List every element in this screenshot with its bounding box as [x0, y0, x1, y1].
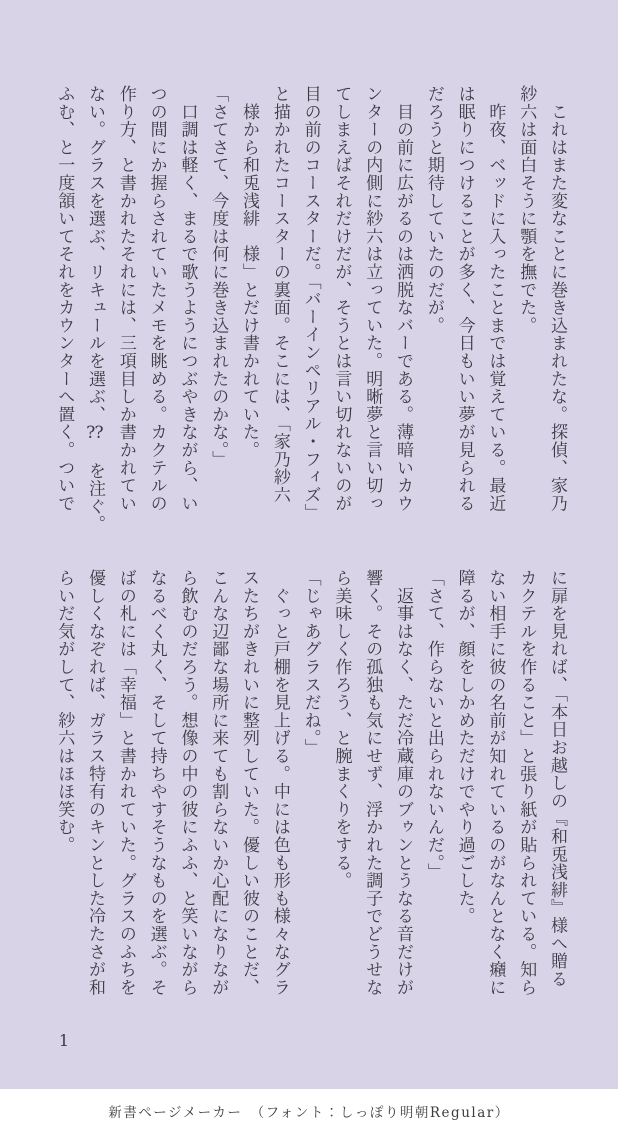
- text-column: これはまた変なことに巻き込まれたな。探偵、家乃: [547, 85, 567, 513]
- text-column: 返事はなく、ただ冷蔵庫のブゥンとうなる音だけが: [393, 569, 414, 997]
- text-column: 様から和兎浅緋 様」とだけ書かれていた。: [239, 85, 260, 459]
- text-column: 「さてさて、今度は何に巻き込まれたのかな。」: [208, 85, 229, 469]
- text-column: 口調は軽く、まるで歌うようにつぶやきながら、い: [177, 85, 198, 513]
- text-column: 目の前に広がるのは洒脱なバーである。薄暗いカウ: [393, 85, 414, 513]
- text-column: ンターの内側に紗六は立っていた。明晰夢と言い切っ: [362, 85, 383, 513]
- text-column: こんな辺鄙な場所に来ても割らないか心配になりなが: [208, 569, 229, 997]
- text-column: と描かれたコースターの裏面。そこには、「家乃紗六: [269, 85, 290, 504]
- text-column: ら美味しく作ろう、と腕まくりをする。: [331, 569, 352, 890]
- text-column: 優しくなぞれば、ガラス特有のキンとした冷たさが和: [85, 569, 106, 997]
- footer-caption: 新書ページメーカー （フォント：しっぽり明朝Regular）: [108, 1104, 510, 1121]
- text-column: 作り方、と書かれたそれには、三項目しか書かれてい: [115, 85, 136, 513]
- text-block-lower: [46, 569, 572, 1005]
- text-column: ら飲むのだろう。想像の中の彼にふふ、と笑いながら: [177, 569, 198, 997]
- text-column: 「さて、作らないと出られないんだ。」: [423, 569, 444, 881]
- page-number: 1: [58, 1031, 70, 1050]
- text-column: ばの札には「幸福」と書かれていた。グラスのふちを: [115, 569, 136, 997]
- text-column: ない。グラスを選ぶ、リキュールを選ぶ、⁇ を注ぐ。: [85, 85, 106, 533]
- text-column: 昨夜、ベッドに入ったことまでは覚えている。最近: [485, 85, 506, 513]
- text-column: なるべく丸く、そして持ちやすそうなものを選ぶ。そ: [146, 569, 167, 997]
- text-column: 響く。その孤独も気にせず、浮かれた調子でどうせな: [362, 569, 383, 997]
- text-column: に扉を見れば、「本日お越しの『和兎浅緋』様へ贈る: [547, 569, 567, 988]
- text-column: らいだ気がして、紗六はほほ笑む。: [54, 569, 75, 854]
- text-column: ふむ、と一度頷いてそれをカウンターへ置く。ついで: [54, 85, 75, 513]
- text-column: ない相手に彼の名前が知れているのがなんとなく癪に: [485, 569, 506, 997]
- text-column: 紗六は面白そうに顎を撫でた。: [516, 85, 537, 335]
- text-column: てしまえばそれだけだが、そうとは言い切れないのが: [331, 85, 352, 513]
- text-column: だろうと期待していたのだが。: [423, 85, 444, 335]
- text-column: 「じゃあグラスだね。」: [300, 569, 321, 757]
- text-column: ぐっと戸棚を見上げる。中には色も形も様々なグラ: [269, 569, 290, 997]
- text-column: 目の前のコースターだ。「バーインペリアル・フィズ」: [300, 85, 321, 522]
- text-column: カクテルを作ること」と張り紙が貼られている。知ら: [516, 569, 537, 997]
- text-block-upper: [46, 85, 572, 533]
- footer-bar: [0, 1089, 618, 1132]
- text-column: スたちがきれいに整列していた。優しい彼のことだ、: [239, 569, 260, 997]
- text-column: つの間にか握らされていたメモを眺める。カクテルの: [146, 85, 167, 513]
- text-column: は眠りにつけることが多く、今日もいい夢が見られる: [454, 85, 475, 513]
- text-column: 障るが、顔をしかめただけでやり過ごした。: [454, 569, 475, 925]
